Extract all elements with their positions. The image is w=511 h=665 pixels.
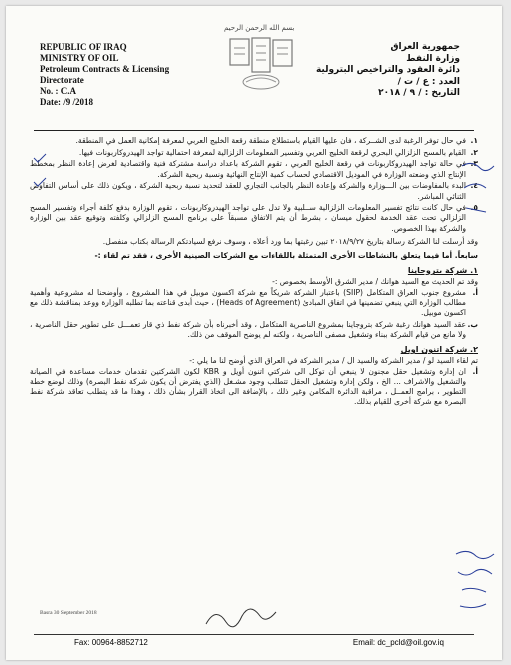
letterhead-directorate-1: Petroleum Contracts & Licensing [40, 64, 170, 74]
english-letterhead [40, 42, 169, 108]
letterhead-country-ar: جمهورية العراق [390, 42, 460, 52]
section-seven-heading: سابعاً. أما فيما يتعلق بالنشاطات الأخرى المتمثلة باللقاءات مع الشركات الصينية الأخرى ، فقد تم لقاء :- [94, 251, 478, 261]
subsection-anton-oil-intro: تم لقاء السيد لو / مدير الشركة والسيد ال / مدير الشركة في العراق الذي أوضح لنا ما يلي :- [189, 356, 478, 366]
basmala-inscription: بسم الله الرحمن الرحيم [224, 24, 295, 32]
letterhead-ministry-ar: وزارة النفط [406, 53, 460, 64]
letterhead-number-ar: العدد : ع / ت / [397, 76, 460, 87]
paragraph-letter-received: وقد أرسلت لنا الشركة رسالة بتاريخ ٢٠١٨/٩/٢٧ تبين رغبتها بما ورد أعلاه ، وسوف نرفع لسيادتكم الرسالة بكتاب منفصل. [102, 236, 478, 246]
footer-fax: Fax: 00964-8852712 [74, 638, 148, 647]
subsection-anton-oil-title: ٢. شركة اتنون اويل [400, 345, 478, 355]
letterhead-ministry: MINISTRY OF OIL [40, 53, 119, 63]
handwritten-margin-note-icon [458, 156, 498, 226]
list-item: ٥. في حال كانت نتائج تفسير المعلومات الزلزالية ســلبية ولا تدل على تواجد الهيدروكاربونات ، تقوم الوزارة بدفع كلفة أجراء وتفسير المسح الزلزالي تحت عقد الخدمة لحقول ميسان ، بشرط أن يتم الاتفاق مسبقاً على برنامج المسح الزلزالي وكلفته وتوقيع عقد بين الوزارة والشركة بهذا الخصوص. [30, 203, 478, 233]
document-page [6, 6, 502, 660]
letterhead-directorate-2: Directorate [40, 75, 84, 85]
handwritten-checkmarks-icon [30, 152, 60, 212]
list-item: ١. في حال توفر الرغبة لدى الشــركة ، فان عليها القيام باستطلاع منطقة رقعة الخليج العربي لمعرفة إمكانية العمل في المنطقة. [75, 136, 478, 145]
letterhead-date-ar: التاريخ : / ٩ / ٢٠١٨ [378, 88, 460, 98]
letterhead-directorate-ar: دائرة العقود والتراخيص البترولية [315, 65, 460, 75]
letterhead-country: REPUBLIC OF IRAQ [40, 42, 127, 52]
list-item: ٢. القيام بالمسح الزلزالي البحري لرقعة الخليج العربي وتفسير المعلومات الزلزالية لمعرفة احتمالية تواجد الهيدروكاربونات فيها. [78, 147, 478, 157]
subsection-petrochina-intro: وقد تم الحديث مع السيد هوانك / مدير الشرق الأوسط بخصوص :- [272, 277, 478, 287]
footer-divider [34, 634, 474, 635]
header-divider [34, 130, 474, 131]
letter-body [30, 136, 478, 409]
footer-email: Email: dc_pcld@oil.gov.iq [352, 638, 444, 647]
list-item: ٣. في حالة تواجد الهيدروكاربونات في رقعة الخليج العربي ، تقوم الشركة باعداد دراسة مشتركة فنية واقتصادية لغرض إعادة النظر بمخطط الإنتاج الذي وضعته الوزارة في الموديل الاقتصادي لحساب كمية الإنتاج النهائية ونسبة ربحية الشركة. [30, 159, 478, 179]
list-item: ٤. البدء بالمفاوضات بين الـــوزارة والشركة وإعادة النظر بالجانب التجاري للعقد لتحديد نسبة ربحية الشركة ، ويكون ذلك على أساس التفاوض الثنائي المباشر. [30, 181, 478, 201]
letterhead-number: No. : C.A [40, 86, 76, 96]
list-item: أ. ان إدارة وتشغيل حقل مجنون لا ينبغي أن توكل الى شركتي اتنون أويل و KBR لكون الشركتين تقدمان خدمات مساعدة في الصيانة والتشغيل والاشراف ... الخ ، ولكن إدارة وتشغيل الحقل تتطلب وجود مشـغل (الذي يفترض أن يكون شركة نفط البصرة) وذلك لوضع خطة التطوير ، برامج العمــل ، مراقبة الدائرة المكامن وغير ذلك ، بالإضافة الى اتخاذ القرار بشأن ذلك ، وهذا ما قد يتطلب تعاقد شركة نفط البصرة مع شركة أخرى للقيام بذلك. [30, 366, 478, 407]
list-item: ب. عقد السيد هوانك رغبة شركة بتروجاينا بمشروع الناصرية المتكامل ، وقد أخبرناه بأن شركة نفط ذي قار تعمـــل على تطوير حقل الناصرية ، ولا مانع من قيام الشركة ببناء وتشغيل مصفى الناصرية ، ولكنه لم يوضح الموقف من ذلك. [30, 319, 478, 339]
letterhead-date: Date: /9 /2018 [40, 97, 93, 107]
subsection-petrochina-title: ١. شركة بتروجاينا [407, 266, 478, 276]
signature-scribble-icon [202, 604, 282, 632]
ministry-emblem-icon [228, 36, 294, 94]
list-item: أ. مشروع جنوب العراق المتكامل (SIIP) باعتبار الشركة شريكاً مع شركة اكسون موبيل في هذا المشروع ، وأوضحنا له مشروعية وأهمية مطالب الوزارة التي ينبغي تضمينها في اتفاق المبادئ (Heads of Agreement) ، حيث أبدى قناعته بما تطلبه الوزارة ووعد بمناقشة ذلك مع اكسون موبيل. [30, 287, 478, 318]
arabic-letterhead [316, 42, 460, 100]
handwritten-margin-signature-icon [452, 546, 498, 616]
footer-small-date: Basra 30 September 2018 [40, 610, 97, 616]
